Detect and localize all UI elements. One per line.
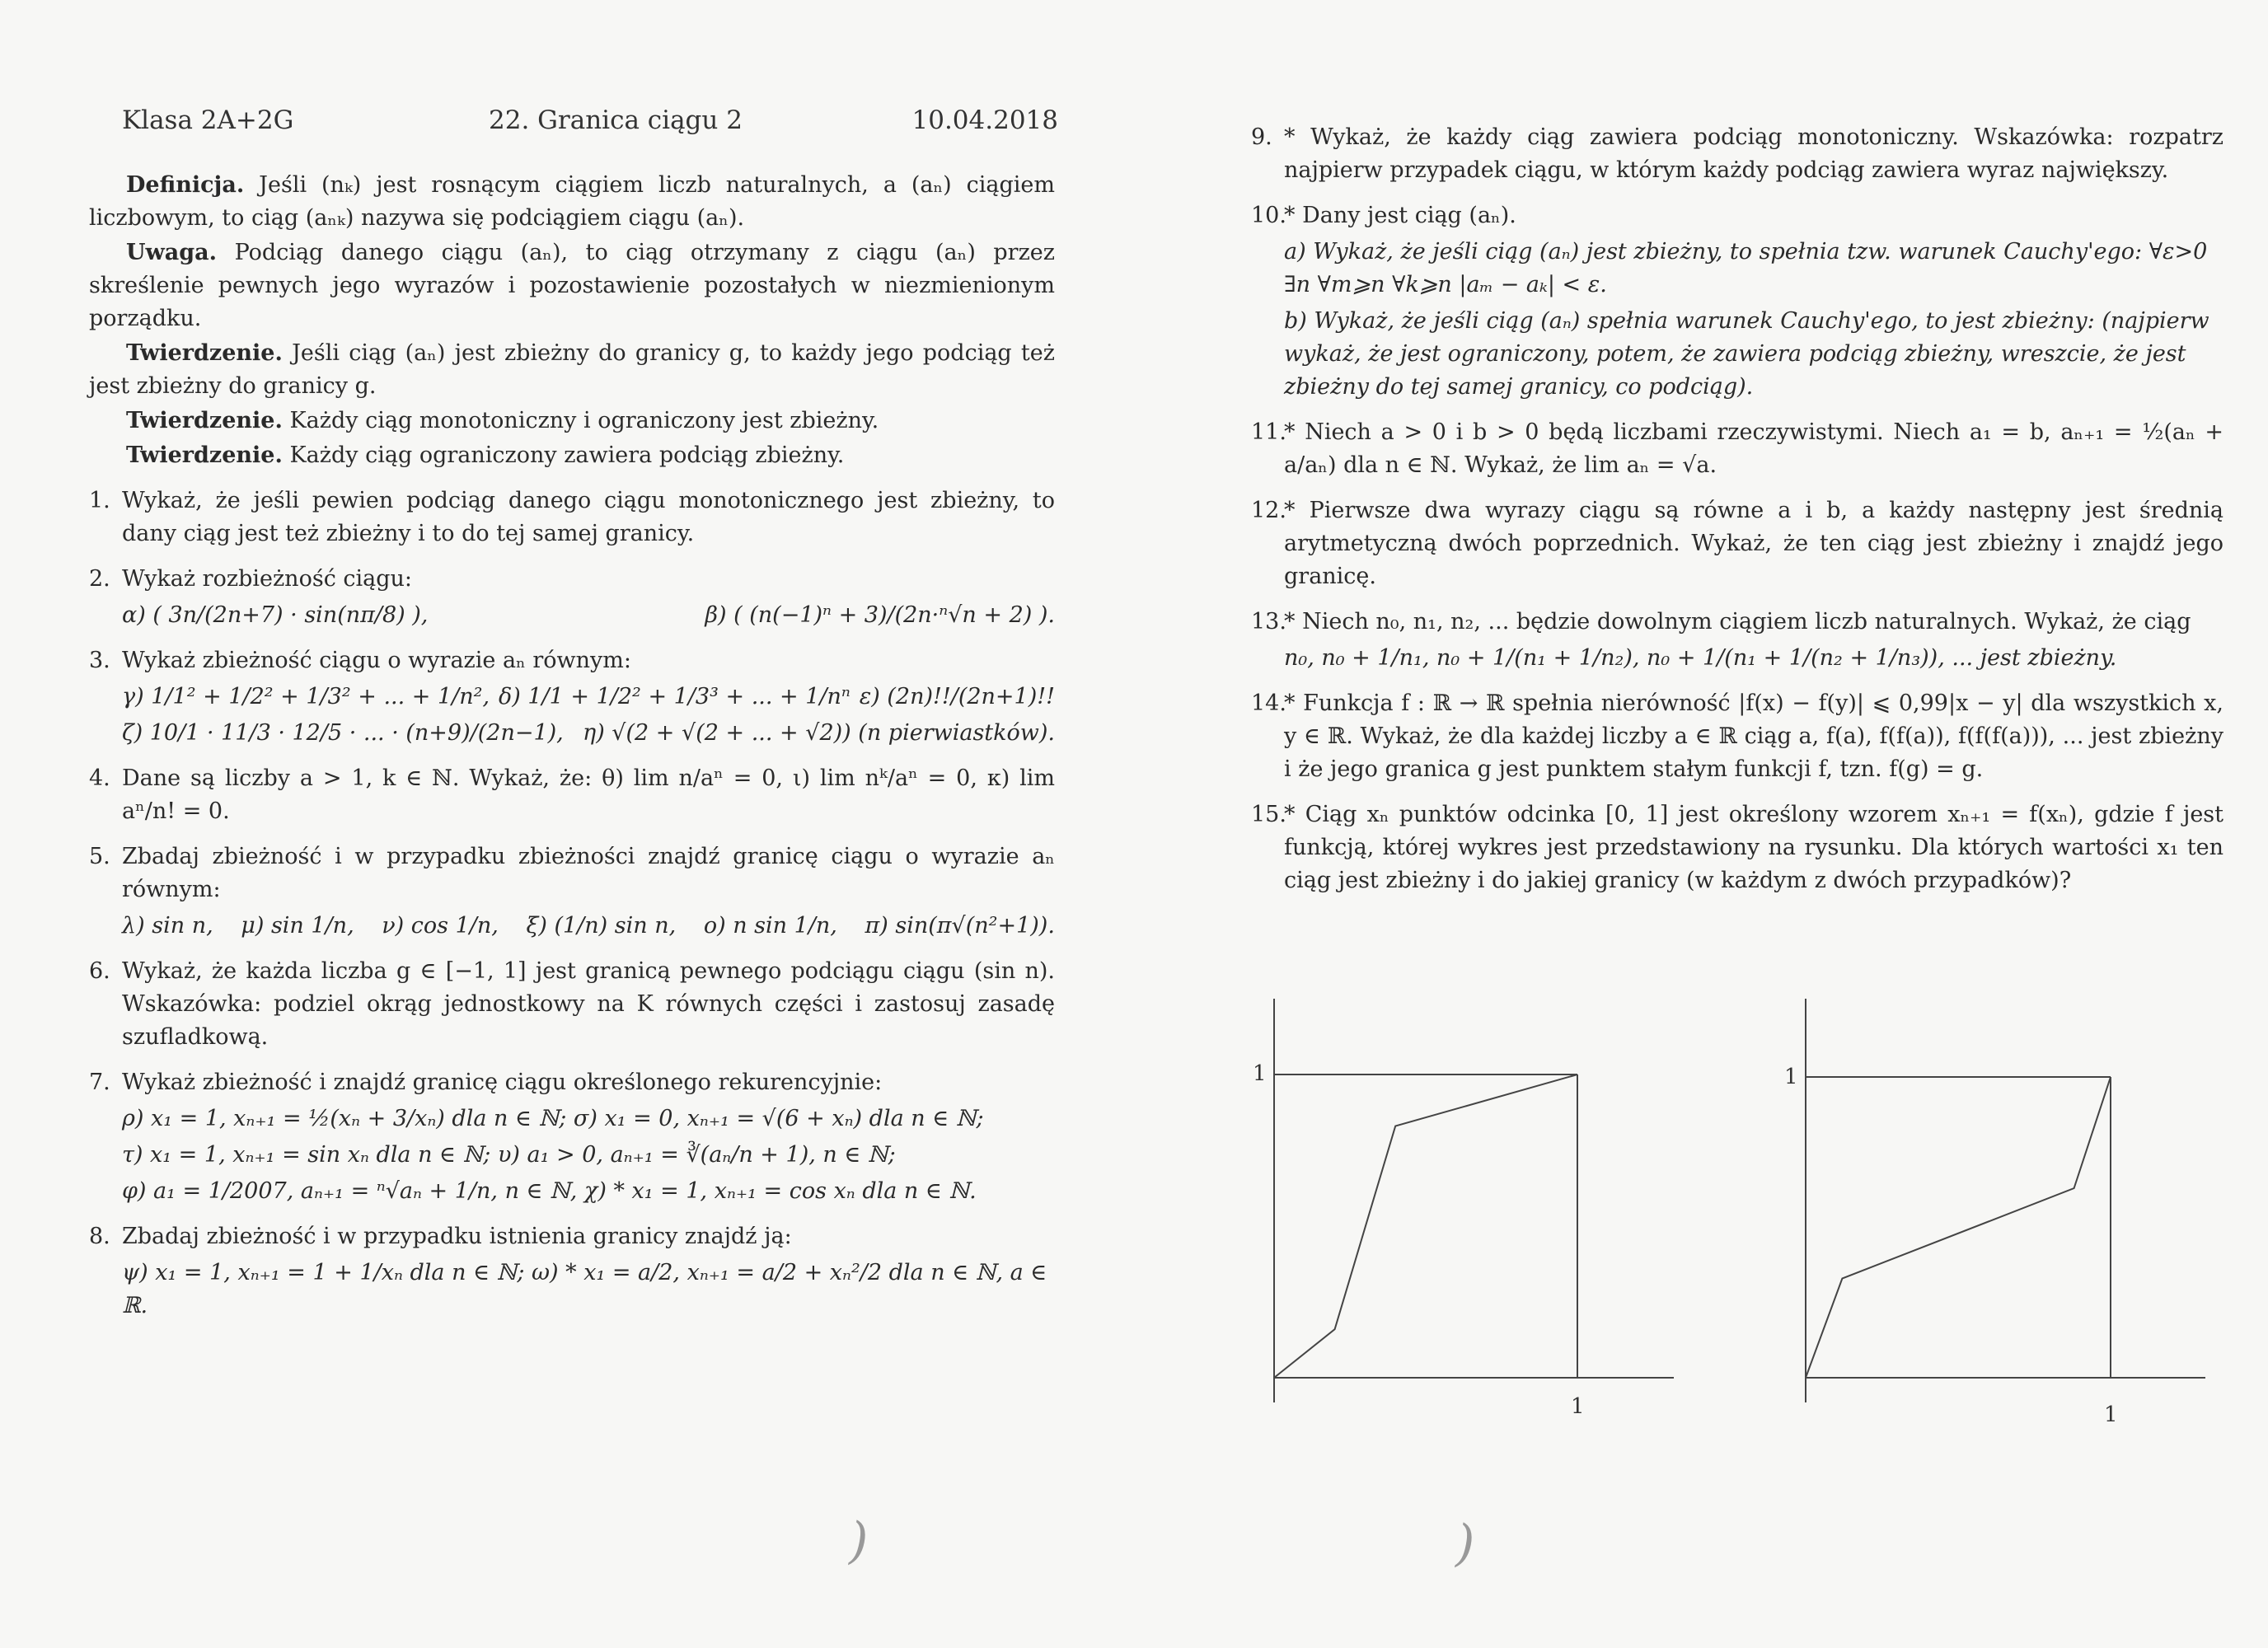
graph-b-svg [1781, 990, 2209, 1411]
theory-text: Podciąg danego ciągu (aₙ), to ciąg otrzymany z ciągu (aₙ) przez skreślenie pewnych jego wyrazów i pozostawienie pozostałych w niezmienionym porządku. [89, 240, 1055, 331]
formula-line: ρ) x₁ = 1, xₙ₊₁ = ½(xₙ + 3/xₙ) dla n ∈ ℕ; σ) x₁ = 0, xₙ₊₁ = √(6 + xₙ) dla n ∈ ℕ; [122, 1106, 984, 1131]
problem-item [1251, 798, 2223, 897]
problem-number: 5. [89, 844, 110, 869]
formula-row [122, 717, 1055, 750]
pencil-mark: ) [1455, 1515, 1475, 1572]
problem-text: * Ciąg xₙ punktów odcinka [0, 1] jest określony wzorem xₙ₊₁ = f(xₙ), gdzie f jest funkcją, której wykres jest przedstawiony na rysunku. Dla których wartości x₁ ten ciąg jest zbieżny i do jakiej granicy (w każdym z dwóch przypadków)? [1284, 802, 2223, 893]
problem-text: Wykaż zbieżność i znajdź granicę ciągu określonego rekurencyjnie: [122, 1070, 883, 1095]
formula-part: β) ( (n(−1)ⁿ + 3)/(2n·ⁿ√n + 2) ). [705, 602, 1055, 628]
problem-text: Wykaż zbieżność ciągu o wyrazie aₙ równym: [122, 648, 631, 673]
problem-item [1251, 687, 2223, 786]
problem-number: 7. [89, 1070, 110, 1095]
problem-text: * Funkcja f : ℝ → ℝ spełnia nierówność |f(x) − f(y)| ⩽ 0,99|x − y| dla wszystkich x, y ∈ ℝ. Wykaż, że dla każdej liczby a ∈ ℝ ciąg a, f(a), f(f(a)), f(f(f(a))), ... jest zbieżny i że jego granica g jest punktem stałym funkcji f, tzn. f(g) = g. [1284, 691, 2223, 782]
formula-part: δ) 1/1 + 1/2² + 1/3³ + ... + 1/nⁿ [498, 684, 850, 709]
problem-text: Dane są liczby a > 1, k ∈ ℕ. Wykaż, że: θ) lim n/aⁿ = 0, ι) lim nᵏ/aⁿ = 0, κ) lim aⁿ/n! = 0. [122, 765, 1055, 824]
formula-part: μ) sin 1/n, [241, 913, 354, 939]
theory-label: Twierdzenie. [126, 340, 283, 366]
problem-item [1251, 416, 2223, 482]
problem-item [1251, 121, 2223, 187]
theory-paragraph [89, 236, 1055, 335]
problem-number: 10. [1251, 203, 1286, 228]
pencil-mark: ) [849, 1512, 869, 1570]
problem-text: Zbadaj zbieżność i w przypadku istnienia granicy znajdź ją: [122, 1224, 792, 1249]
problem-item [1251, 199, 2223, 404]
formula-part: ο) n sin 1/n, [703, 913, 837, 939]
problem-number: 12. [1251, 498, 1286, 523]
formula-part: λ) sin n, [122, 913, 213, 939]
problem-item [89, 485, 1055, 550]
theory-text: Jeśli (nₖ) jest rosnącym ciągiem liczb naturalnych, a (aₙ) ciągiem liczbowym, to ciąg (aₙₖ) nazywa się podciągiem ciągu (aₙ). [89, 172, 1055, 231]
problem-text: Zbadaj zbieżność i w przypadku zbieżności znajdź granicę ciągu o wyrazie aₙ równym: [122, 844, 1055, 902]
formula-line: n₀, n₀ + 1/n₁, n₀ + 1/(n₁ + 1/n₂), n₀ + 1/(n₁ + 1/(n₂ + 1/n₃)), ... jest zbieżny. [1284, 645, 2117, 671]
theory-label: Twierdzenie. [126, 442, 283, 468]
problem-item [89, 955, 1055, 1054]
graphs-figure [1249, 990, 2255, 1427]
y-tick-1: 1 [1784, 1065, 1798, 1089]
formula-row [122, 599, 1055, 632]
formula-row [122, 681, 1055, 714]
problem-text: * Wykaż, że każdy ciąg zawiera podciąg monotoniczny. Wskazówka: rozpatrz najpierw przypadek ciągu, w którym każdy podciąg zawiera wyraz największy. [1284, 124, 2223, 183]
theory-text: Każdy ciąg monotoniczny i ograniczony jest zbieżny. [289, 408, 879, 433]
theory-paragraph [89, 405, 1055, 438]
problem-item [1251, 606, 2223, 675]
formula-part: ζ) 10/1 · 11/3 · 12/5 · ... · (n+9)/(2n−1), [122, 720, 564, 746]
formula-line: b) Wykaż, że jeśli ciąg (aₙ) spełnia warunek Cauchy'ego, to jest zbieżny: (najpierw wykaż, że jest ograniczony, potem, że zawiera podciąg zbieżny, wreszcie, że jest zbieżny do tej samej granicy, co podciąg). [1284, 308, 2217, 400]
y-tick-1: 1 [1253, 1061, 1267, 1086]
worksheet-date: 10.04.2018 [911, 105, 1058, 135]
problem-text: Wykaż, że jeśli pewien podciąg danego ciągu monotonicznego jest zbieżny, to dany ciąg jest też zbieżny i to do tej samej granicy. [122, 488, 1055, 546]
problem-item [89, 840, 1055, 943]
problem-number: 3. [89, 648, 110, 673]
graph-a-svg [1249, 990, 1678, 1411]
formula-part: α) ( 3n/(2n+7) · sin(nπ/8) ), [122, 602, 429, 628]
problem-number: 8. [89, 1224, 110, 1249]
formula-part: ν) cos 1/n, [382, 913, 499, 939]
worksheet-title: 22. Granica ciągu 2 [489, 105, 743, 135]
formula-part: π) sin(π√(n²+1)). [865, 913, 1055, 939]
problem-text: Wykaż, że każda liczba g ∈ [−1, 1] jest granicą pewnego podciągu ciągu (sin n). Wskazówka: podziel okrąg jednostkowy na K równych części i zastosuj zasadę szufladkową. [122, 958, 1055, 1050]
problem-number: 6. [89, 958, 110, 984]
problem-number: 13. [1251, 609, 1286, 634]
theory-label: Definicja. [126, 172, 245, 198]
x-tick-1: 1 [2104, 1402, 2118, 1427]
theory-paragraph [89, 337, 1055, 403]
problem-list-left [89, 485, 1055, 1323]
problem-item [89, 563, 1055, 632]
problem-text: Wykaż rozbieżność ciągu: [122, 566, 413, 592]
formula-part: η) √(2 + √(2 + ... + √2)) (n pierwiastków). [583, 720, 1055, 746]
formula-part: ε) (2n)!!/(2n+1)!! [859, 684, 1055, 709]
theory-label: Uwaga. [126, 240, 218, 265]
class-label: Klasa 2A+2G [122, 105, 294, 135]
theory-paragraph [89, 439, 1055, 472]
theory-paragraph [89, 169, 1055, 235]
formula-line: ψ) x₁ = 1, xₙ₊₁ = 1 + 1/xₙ dla n ∈ ℕ; ω) * x₁ = a/2, xₙ₊₁ = a/2 + xₙ²/2 dla n ∈ ℕ, a ∈ ℝ. [122, 1260, 1054, 1318]
problem-text: * Niech n₀, n₁, n₂, ... będzie dowolnym ciągiem liczb naturalnych. Wykaż, że ciąg [1284, 609, 2191, 634]
problem-item [1251, 494, 2223, 593]
x-tick-1: 1 [1571, 1394, 1585, 1419]
problem-number: 4. [89, 765, 110, 791]
function-graph-a [1249, 990, 1678, 1419]
problem-number: 11. [1251, 419, 1286, 445]
problem-item [89, 644, 1055, 750]
problem-number: 2. [89, 566, 110, 592]
formula-row [122, 910, 1055, 943]
function-curve [1274, 1074, 1577, 1378]
problem-item [89, 1220, 1055, 1323]
theory-text: Jeśli ciąg (aₙ) jest zbieżny do granicy g, to każdy jego podciąg też jest zbieżny do granicy g. [89, 340, 1055, 399]
problem-item [89, 1066, 1055, 1208]
problem-text: * Niech a > 0 i b > 0 będą liczbami rzeczywistymi. Niech a₁ = b, aₙ₊₁ = ½(aₙ + a/aₙ) dla n ∈ ℕ. Wykaż, że lim aₙ = √a. [1284, 419, 2223, 478]
right-column [1251, 109, 2223, 897]
problem-list-right [1251, 121, 2223, 897]
right-page [1134, 0, 2268, 1648]
left-column [89, 169, 1055, 1323]
problem-text: * Dany jest ciąg (aₙ). [1284, 203, 1516, 228]
function-graph-b [1781, 990, 2209, 1427]
problem-number: 14. [1251, 691, 1286, 716]
formula-line: φ) a₁ = 1/2007, aₙ₊₁ = ⁿ√aₙ + 1/n, n ∈ ℕ, χ) * x₁ = 1, xₙ₊₁ = cos xₙ dla n ∈ ℕ. [122, 1178, 977, 1204]
problem-text: * Pierwsze dwa wyrazy ciągu są równe a i b, a każdy następny jest średnią arytmetyczną dwóch poprzednich. Wykaż, że ten ciąg jest zbieżny i znajdź jego granicę. [1284, 498, 2223, 589]
formula-line: τ) x₁ = 1, xₙ₊₁ = sin xₙ dla n ∈ ℕ; υ) a₁ > 0, aₙ₊₁ = ∛(aₙ/n + 1), n ∈ ℕ; [122, 1142, 896, 1168]
function-curve [1806, 1077, 2111, 1378]
problem-item [89, 762, 1055, 828]
formula-part: ξ) (1/n) sin n, [526, 913, 677, 939]
theory-text: Każdy ciąg ograniczony zawiera podciąg zbieżny. [289, 442, 845, 468]
problem-number: 1. [89, 488, 110, 513]
problem-number: 9. [1251, 124, 1272, 150]
formula-line: a) Wykaż, że jeśli ciąg (aₙ) jest zbieżny, to spełnia tzw. warunek Cauchy'ego: ∀ε>0 ∃n ∀m⩾n ∀k⩾n |aₘ − aₖ| < ε. [1284, 239, 2214, 297]
theory-section [89, 169, 1055, 472]
problem-number: 15. [1251, 802, 1286, 827]
theory-label: Twierdzenie. [126, 408, 283, 433]
formula-part: γ) 1/1² + 1/2² + 1/3² + ... + 1/n², [122, 684, 490, 709]
